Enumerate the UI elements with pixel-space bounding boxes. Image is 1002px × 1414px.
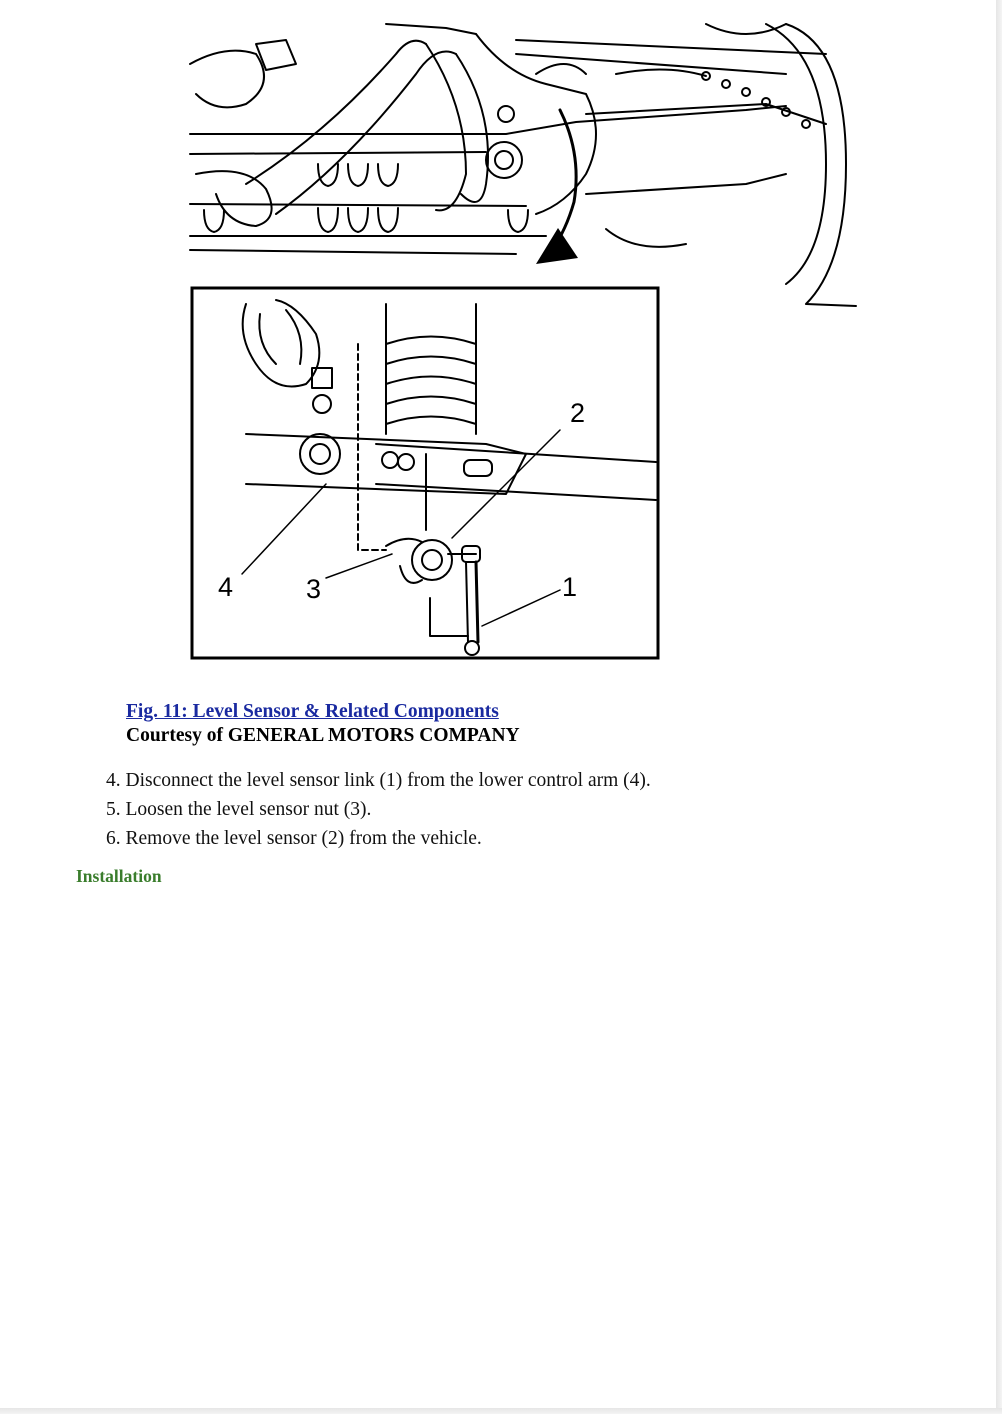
step-text: Remove the level sensor (2) from the vehicle.	[125, 828, 482, 849]
step-number: 5.	[106, 799, 121, 820]
figure-caption	[126, 700, 520, 748]
illustration-svg	[186, 14, 860, 662]
callout-2: 2	[570, 398, 586, 428]
callout-4: 4	[218, 572, 234, 602]
step-number: 6.	[106, 828, 121, 849]
arrow-head	[536, 228, 578, 264]
step-text: Disconnect the level sensor link (1) from the lower control arm (4).	[125, 770, 651, 791]
undercarriage-overview	[190, 24, 856, 306]
installation-heading: Installation	[76, 866, 162, 886]
page-edge-shadow-bottom	[0, 1408, 1002, 1414]
step-number: 4.	[106, 770, 121, 791]
removal-steps-list	[106, 766, 651, 853]
list-item	[106, 766, 651, 795]
figure-title-link[interactable]: Fig. 11: Level Sensor & Related Components	[126, 701, 499, 722]
callout-3: 3	[306, 574, 322, 604]
step-text: Loosen the level sensor nut (3).	[125, 799, 372, 820]
list-item	[106, 824, 651, 853]
page-edge-shadow	[996, 0, 1002, 1414]
callout-1: 1	[562, 572, 578, 602]
level-sensor-illustration	[186, 14, 860, 662]
list-item	[106, 795, 651, 824]
figure-courtesy: Courtesy of GENERAL MOTORS COMPANY	[126, 725, 520, 746]
